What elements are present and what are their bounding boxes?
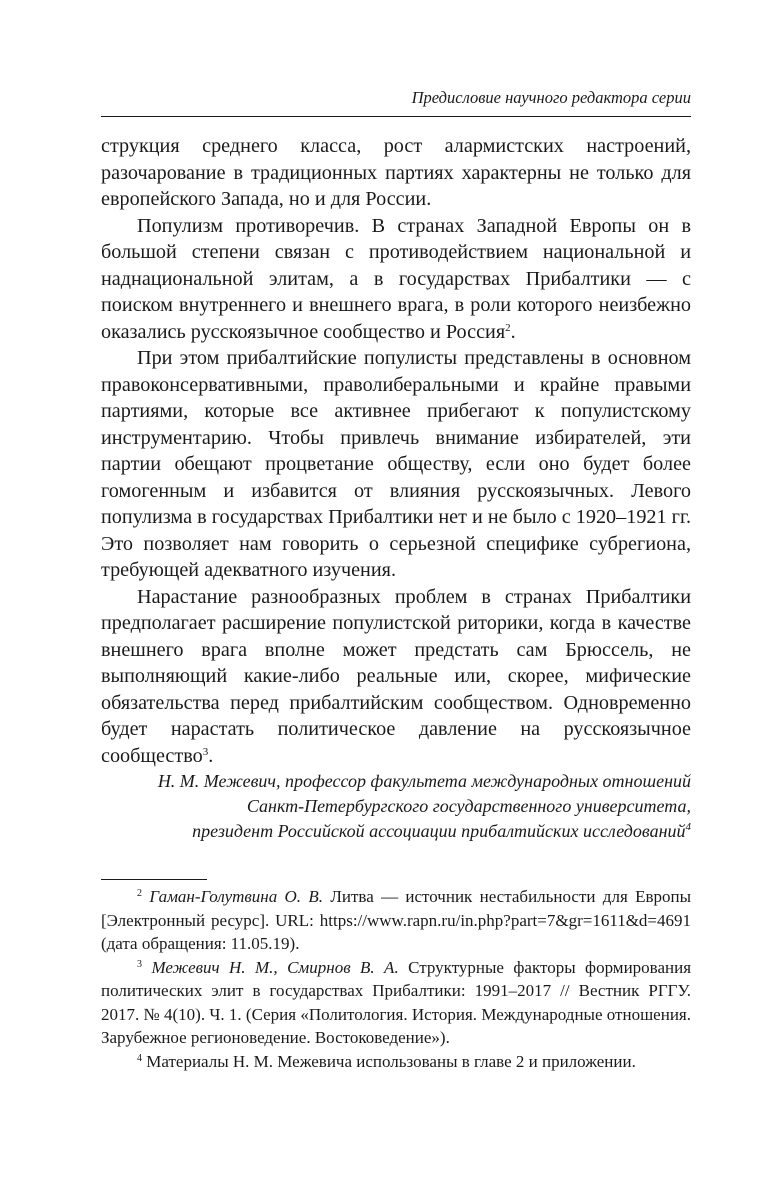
signature-line-1: Н. М. Межевич, профессор факультета международных отношений xyxy=(157,771,691,791)
footnotes xyxy=(101,885,691,1073)
footnote-ref-3: 3 xyxy=(202,745,209,758)
running-head: Предисловие научного редактора серии xyxy=(411,88,691,107)
footnote-2 xyxy=(101,885,691,956)
paragraph-2-end: . xyxy=(510,320,516,343)
paragraph-3-text: При этом прибалтийские популисты представлены в основном правоконсервативными, праволиберальными и крайне правыми партиями, которые все активнее прибегают к популистскому инструментарию. Чтобы привлечь внимание избирателей, эти партии обещают процветание обществу, если оно будет более гомогенным и избавится от влияния русскоязычных. Левого популизма в государствах Прибалтики нет и не было с 1920–1921 гг. Это позволяет нам говорить о серьезной специфике субрегиона, требующей адекватного изучения. xyxy=(101,347,691,581)
signature-line-3-text: президент Российской ассоциации прибалтийских исследований xyxy=(192,821,686,841)
footnote-text: Материалы Н. М. Межевича использованы в главе 2 и приложении. xyxy=(146,1051,636,1071)
paragraph-3 xyxy=(101,345,691,584)
footnote-number: 4 xyxy=(137,1052,142,1064)
footnote-text: Литва — источник нестабильности для Европы [Электронный ресурс]. URL: https://www.rapn.ru/in.php?part=7&gr=1611&d=4691 (дата обращения: 11.05.19). xyxy=(101,887,692,953)
paragraph-2 xyxy=(101,213,691,346)
signature-line-2: Санкт-Петербургского государственного университета, xyxy=(246,796,691,816)
footnote-author: Межевич Н. М., Смирнов В. А. xyxy=(151,957,399,977)
footnote-text: Структурные факторы формирования политических элит в государствах Прибалтики: 1991–2017 // Вестник РГГУ. 2017. № 4(10). Ч. 1. (Серия «Политология. История. Международные отношения. Зарубежное регионоведение. Востоковедение»). xyxy=(101,957,692,1047)
footnote-3 xyxy=(101,956,691,1050)
paragraph-2-text: Популизм противоречив. В странах Западной Европы он в большой степени связан с противодействием национальной и наднациональной элитам, а в государствах Прибалтики — с поиском внутреннего и внешнего врага, в роли которого неизбежно оказались русскоязычное сообщество и Россия xyxy=(101,214,691,343)
signature-block xyxy=(101,769,691,844)
footnote-ref-4: 4 xyxy=(685,821,691,833)
paragraph-4-text: Нарастание разнообразных проблем в странах Прибалтики предполагает расширение популистской риторики, когда в качестве внешнего врага вполне может предстать сам Брюссель, не выполняющий какие-либо реальные или, скорее, мифические обязательства перед прибалтийским сообществом. Одновременно будет нарастать политическое давление на русскоязычное сообщество xyxy=(101,585,691,767)
footnote-number: 3 xyxy=(137,958,142,970)
signature-line-3 xyxy=(101,819,691,844)
paragraph-1-text: струкция среднего класса, рост алармистских настроений, разочарование в традиционных партиях характерны не только для европейского Запада, но и для России. xyxy=(101,135,691,210)
paragraph-1 xyxy=(101,133,691,213)
main-text xyxy=(101,133,691,769)
footnote-ref-2: 2 xyxy=(505,321,511,334)
footnote-author: Гаман-Голутвина О. В. xyxy=(149,887,324,906)
footnote-rule xyxy=(101,879,207,880)
header-rule xyxy=(101,116,691,117)
footnote-number: 2 xyxy=(137,888,142,899)
paragraph-4 xyxy=(101,584,691,770)
footnote-4 xyxy=(101,1050,691,1074)
paragraph-4-end: . xyxy=(208,744,214,767)
